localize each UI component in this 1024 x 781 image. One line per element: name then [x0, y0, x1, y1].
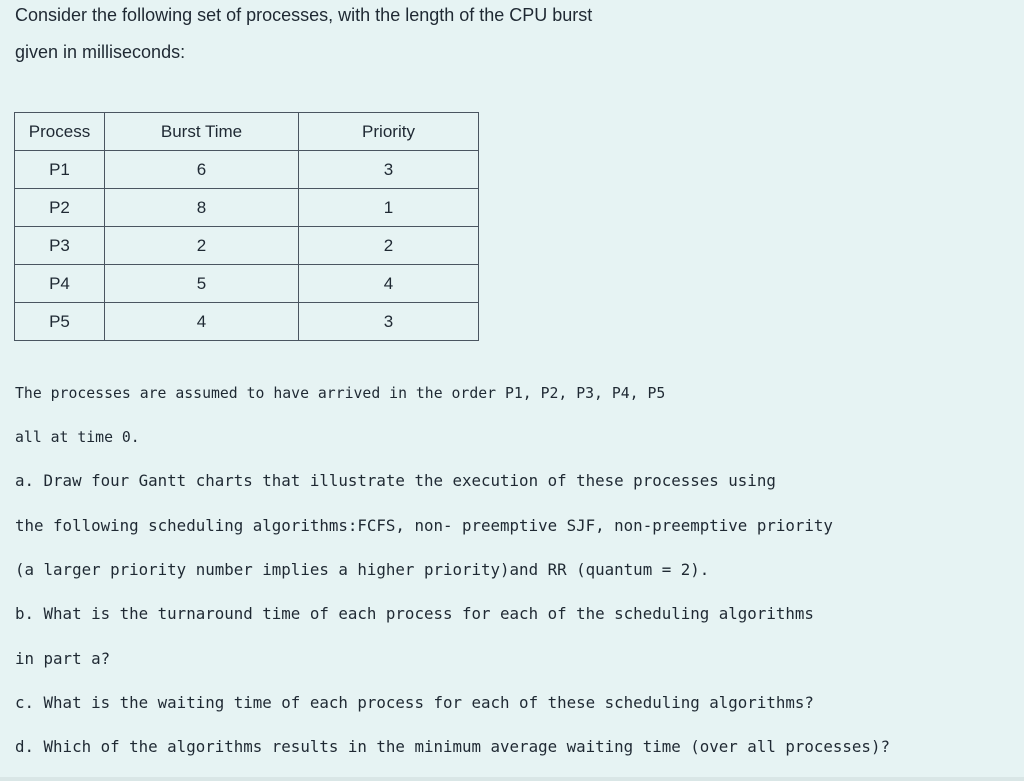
question-a-line-1: a. Draw four Gantt charts that illustrate the execution of these processes using [15, 471, 776, 490]
cell-priority: 2 [299, 227, 479, 265]
cell-process: P3 [15, 227, 105, 265]
cell-burst-time: 4 [105, 303, 299, 341]
cell-process: P1 [15, 151, 105, 189]
cell-process: P5 [15, 303, 105, 341]
table-row [15, 189, 479, 227]
question-c: c. What is the waiting time of each process for each of these scheduling algorithms? [15, 693, 814, 712]
arrival-line-1: The processes are assumed to have arrived in the order P1, P2, P3, P4, P5 [15, 385, 666, 402]
table-row [15, 265, 479, 303]
intro-line-1: Consider the following set of processes, with the length of the CPU burst [15, 5, 593, 25]
cell-process: P4 [15, 265, 105, 303]
question-b-line-2: in part a? [15, 649, 111, 668]
table-header-row [15, 113, 479, 151]
cell-priority: 4 [299, 265, 479, 303]
question-a-line-2: the following scheduling algorithms:FCFS, non- preemptive SJF, non-preemptive priority [15, 516, 833, 535]
cell-priority: 3 [299, 303, 479, 341]
cell-burst-time: 5 [105, 265, 299, 303]
arrival-line-2: all at time 0. [15, 429, 140, 446]
cell-priority: 3 [299, 151, 479, 189]
table-row [15, 151, 479, 189]
header-burst-time: Burst Time [105, 113, 299, 151]
table-row [15, 227, 479, 265]
bottom-divider [0, 777, 1024, 781]
header-priority: Priority [299, 113, 479, 151]
intro-line-2: given in milliseconds: [15, 42, 186, 62]
cell-burst-time: 6 [105, 151, 299, 189]
cell-burst-time: 2 [105, 227, 299, 265]
cell-priority: 1 [299, 189, 479, 227]
question-b-line-1: b. What is the turnaround time of each process for each of the scheduling algorithms [15, 604, 814, 623]
table-row [15, 303, 479, 341]
question-d: d. Which of the algorithms results in the minimum average waiting time (over all processes)? [15, 737, 890, 756]
cell-burst-time: 8 [105, 189, 299, 227]
question-a-line-3: (a larger priority number implies a higher priority)and RR (quantum = 2). [15, 560, 710, 579]
header-process: Process [15, 113, 105, 151]
cell-process: P2 [15, 189, 105, 227]
process-table [14, 112, 479, 341]
